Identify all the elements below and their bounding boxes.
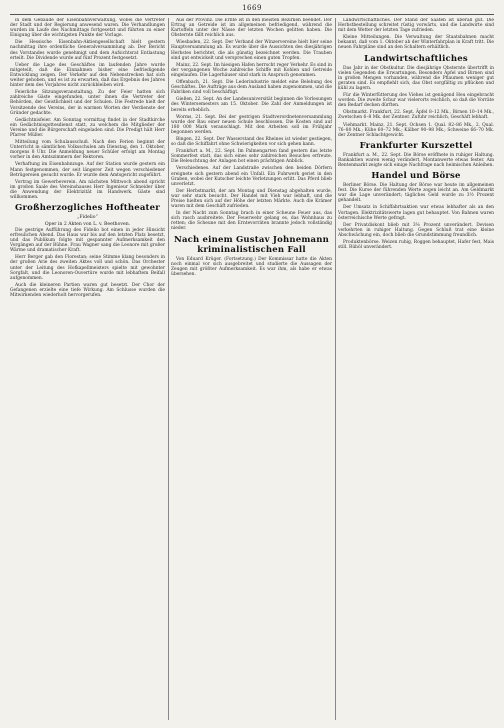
column-separator: [335, 18, 336, 720]
article-paragraph: Feierliche Sitzungsveranstaltung. Zu der Feier hatten sich zahlreiche Gäste eingefunden, unter ihnen die Vertreter der Behörden, der Geistlichkeit und der Schulen. Die Festrede hielt der Vorsitzende des Vereins, der in warmen Worten der Verdienste der Gründer gedachte.: [10, 90, 165, 116]
section-subheading: „Fidelio“: [77, 215, 98, 221]
article-paragraph: Der Herbstmarkt, der am Montag und Dienstag abgehalten wurde, war sehr stark besucht. Der Handel mit Vieh war lebhaft, und die Preise hielten sich auf der Höhe der letzten Märkte. Auch die Krämer waren mit dem Geschäft zufrieden.: [171, 188, 332, 210]
column-middle: [171, 18, 332, 720]
article-paragraph: Der Privatdiskont blieb mit 3⅛ Prozent unverändert. Devisen verkehrten in ruhiger Haltung. Gegen Schluß trat eine kleine Abschwächung ein, doch blieb die Grundstimmung freundlich.: [338, 222, 494, 238]
article-paragraph: in dem Gebäude der Eisenbahnverwaltung, wobei die Vertreter der Stadt und der Regierung anwesend waren. Die Verhandlungen wurden im Laufe des Nachmittags fortgesetzt und führten zu einer Einigung über die wichtigsten Punkte der Vorlage.: [10, 18, 165, 39]
column-left: [10, 18, 165, 720]
article-paragraph: Der Umsatz in Schiffahrtsaktien war etwas lebhafter als an den Vortagen. Elektrizitätswerte lagen gut behauptet. Von Bahnen waren österreichische Werte gefragt.: [338, 205, 494, 221]
article-paragraph: Mitteilung vom Schulausschuß. Nach den Ferien beginnt der Unterricht in sämtlichen Volksschulen am Dienstag, den 1. Oktober, morgens 8 Uhr. Die Anmeldung neuer Schüler erfolgt am Montag vorher in den Amtszimmern der Rektoren.: [10, 140, 165, 161]
article-paragraph: Für die Winterfütterung des Viehes ist genügend Heu eingebracht worden. Die zweite Schur war vielerorts reichlich, so daß die Vorräte den Bedarf decken dürften.: [338, 93, 494, 109]
article-paragraph: Frankfurt a. M., 22. Sept. Die Börse eröffnete in ruhiger Haltung. Bankaktien waren wenig verändert, Montanwerte etwas fester. Am Rentenmarkt zeigte sich einige Nachfrage nach heimischen Anleihen.: [338, 152, 494, 168]
article-paragraph: Landwirtschaftliches. Der Stand der Saaten ist überall gut. Die Herbstbestellung schreitet rüstig vorwärts, und die Landwirte sind mit dem Wetter der letzten Tage zufrieden.: [338, 18, 494, 34]
section-heading: Großherzogliches Hoftheater: [15, 203, 160, 214]
article-paragraph: Verschiedenes. Auf der Landstraße zwischen den beiden Dörfern ereignete sich gestern abend ein Unfall. Ein Fuhrwerk geriet in den Graben, wobei der Kutscher leichte Verletzungen erlitt. Das Pferd blieb unverletzt.: [171, 166, 332, 187]
article-paragraph: Produktenbörse. Weizen ruhig, Roggen behauptet, Hafer fest, Mais still. Rüböl unverändert.: [338, 240, 494, 251]
article-paragraph: Gießen, 22. Sept. An der Landesuniversität beginnen die Vorlesungen des Wintersemesters am 15. Oktober. Die Zahl der Anmeldungen ist bereits erheblich.: [171, 97, 332, 113]
article-paragraph: Von Eduard Krüger. (Fortsetzung.) Der Kommissar hatte die Akten noch einmal vor sich ausgebreitet und studierte die Aussagen der Zeugen mit größter Aufmerksamkeit. Es war ihm, als habe er etwas übersehen.: [171, 256, 332, 277]
article-paragraph: Gedächtnisfeier. Am Sonntag vormittag findet in der Stadtkirche ein Gedächtnisgottesdienst statt, zu welchem die Mitglieder der Vereine und die Bürgerschaft eingeladen sind. Die Predigt hält Herr Pfarrer Müller.: [10, 117, 165, 138]
article-paragraph: Kleine Mitteilungen. Die Verwaltung der Staatsbahnen macht bekannt, daß vom 1. Oktober ab der Winterfahrplan in Kraft tritt. Die neuen Fahrpläne sind an den Schaltern erhältlich.: [338, 35, 494, 51]
section-subheading: Oper in 2 Akten von L. v. Beethoven.: [44, 221, 131, 227]
page-number: 1669: [242, 4, 262, 12]
column-separator: [168, 18, 169, 720]
article-paragraph: Wiesbaden, 22. Sept. Der Verband der Winzervereine hielt hier seine Hauptversammlung ab. Es wurde über die Aussichten des diesjährigen Herbstes berichtet, die als günstig bezeichnet werden. Die Trauben sind gut entwickelt und versprechen einen guten Tropfen.: [171, 40, 332, 61]
article-paragraph: Berliner Börse. Die Haltung der Börse war heute im allgemeinen fest. Die Kurse der führenden Werte zogen leicht an. Am Geldmarkt war die Lage unverändert; tägliches Geld wurde zu 3½ Prozent gehandelt.: [338, 183, 494, 204]
article-paragraph: Herr Berger gab den Florestan; seine Stimme klang besonders in der großen Arie des zweiten Aktes voll und schön. Das Orchester unter der Leitung des Hofkapellmeisters spielte mit gewohnter Sorgfalt, und die Leonoren-Ouvertüre wurde mit lebhaftem Beifall aufgenommen.: [10, 255, 165, 281]
article-paragraph: Vortrag im Gewerbeverein. Am nächsten Mittwoch abend spricht im großen Saale des Vereinshauses Herr Ingenieur Schneider über die Anwendung der Elektrizität im Handwerk. Gäste sind willkommen.: [10, 179, 165, 200]
article-paragraph: Die Hessische Eisenbahn-Aktiengesellschaft hielt gestern nachmittag ihre ordentliche Generalversammlung ab. Der Bericht des Vorstandes wurde genehmigt und dem Aufsichtsrat Entlastung erteilt. Die Dividende wurde auf fünf Prozent festgesetzt.: [10, 40, 165, 61]
article-paragraph: Worms, 21. Sept. Bei der gestrigen Stadtverordnetenversammlung wurde der Bau einer neuen Schule beschlossen. Die Kosten sind auf 180 000 Mark veranschlagt. Mit den Arbeiten soll im Frühjahr begonnen werden.: [171, 114, 332, 135]
article-paragraph: Offenbach, 21. Sept. Die Lederindustrie meldet eine Belebung des Geschäftes. Die Aufträge aus dem Ausland haben zugenommen, und die Fabriken sind voll beschäftigt.: [171, 80, 332, 96]
section-heading: Frankfurter Kurszettel: [359, 140, 473, 151]
article-paragraph: Viehmarkt. Mainz, 21. Sept. Ochsen 1. Qual. 82–86 Mk., 2. Qual. 76–80 Mk.; Kühe 60–72 Mk.; Kälber 90–98 Mk.; Schweine 66–70 Mk. der Zentner Schlachtgewicht.: [338, 122, 494, 138]
article-paragraph: Bingen, 22. Sept. Der Wasserstand des Rheines ist wieder gestiegen, so daß die Schiffahrt ohne Schwierigkeiten vor sich gehen kann.: [171, 136, 332, 148]
section-heading: Handel und Börse: [371, 171, 461, 182]
article-paragraph: Das Jahr in der Obstkultur. Die diesjährige Obsternte übertrifft in vielen Gegenden die Erwartungen. Besonders Äpfel und Birnen sind in großen Mengen vorhanden, während die Pflaumen weniger gut geraten sind. Es empfiehlt sich, das Obst sorgfältig zu pflücken und kühl zu lagern.: [338, 65, 494, 91]
article-paragraph: In der Nacht zum Sonntag brach in einer Scheune Feuer aus, das sich rasch ausbreitete. Der Feuerwehr gelang es, das Wohnhaus zu retten; die Scheune mit den Erntevorräten brannte jedoch vollständig nieder.: [171, 211, 332, 232]
article-paragraph: Auch die kleineren Partien waren gut besetzt. Der Chor der Gefangenen erzielte eine tiefe Wirkung. Am Schlusse wurden die Mitwirkenden wiederholt hervorgerufen.: [10, 282, 165, 299]
article-paragraph: Ueber die Lage des Geschäftes im laufenden Jahre wurde mitgeteilt, daß die Einnahmen bisher eine befriedigende Entwicklung zeigen. Der Verkehr auf den Nebenstrecken hat sich weiter gehoben, und es ist zu erwarten, daß das Ergebnis des Jahres hinter dem des Vorjahres nicht zurückbleiben wird.: [10, 62, 165, 89]
section-heading: Nach einem Gustav Johnemann kriminalistischen Fall: [173, 234, 330, 255]
article-paragraph: Die gestrige Aufführung des Fidelio bot einen in jeder Hinsicht erfreulichen Abend. Das Haus war bis auf den letzten Platz besetzt, und das Publikum folgte mit gespannter Aufmerksamkeit den Vorgängen auf der Bühne. Frau Wagner sang die Leonore mit großer Wärme und dramatischer Kraft.: [10, 227, 165, 254]
header-rule: [10, 14, 494, 15]
article-paragraph: Mainz, 22. Sept. Im hiesigen Hafen herrscht reger Verkehr. Es sind in der vergangenen Woche zahlreiche Schiffe mit Kohlen und Getreide eingelaufen. Die Lagerhäuser sind stark in Anspruch genommen.: [171, 62, 332, 78]
article-paragraph: Verhaftung im Eisenbahnzuge. Auf der Station wurde gestern ein Mann festgenommen, der seit längerer Zeit wegen verschiedener Betrügereien gesucht wurde. Er wurde dem Amtsgericht zugeführt.: [10, 162, 165, 178]
article-paragraph: Aus der Provinz. Die Ernte ist in den meisten Bezirken beendet. Der Ertrag an Getreide ist im allgemeinen befriedigend, während die Kartoffeln unter der Nässe der letzten Wochen gelitten haben. Die Obsternte fällt reichlich aus.: [171, 18, 332, 39]
section-heading: Landwirtschaftliches: [364, 53, 468, 64]
article-paragraph: Frankfurt a. M., 22. Sept. Im Palmengarten fand gestern das letzte Sommerfest statt, das sich eines sehr zahlreichen Besuches erfreute. Die Beleuchtung der Anlagen bot einen prächtigen Anblick.: [171, 149, 332, 165]
column-right: [338, 18, 494, 720]
article-paragraph: Obstmarkt. Frankfurt, 22. Sept. Äpfel 8–12 Mk., Birnen 10–14 Mk., Zwetschen 6–8 Mk. der Zentner. Zufuhr reichlich, Geschäft lebhaft.: [338, 110, 494, 121]
